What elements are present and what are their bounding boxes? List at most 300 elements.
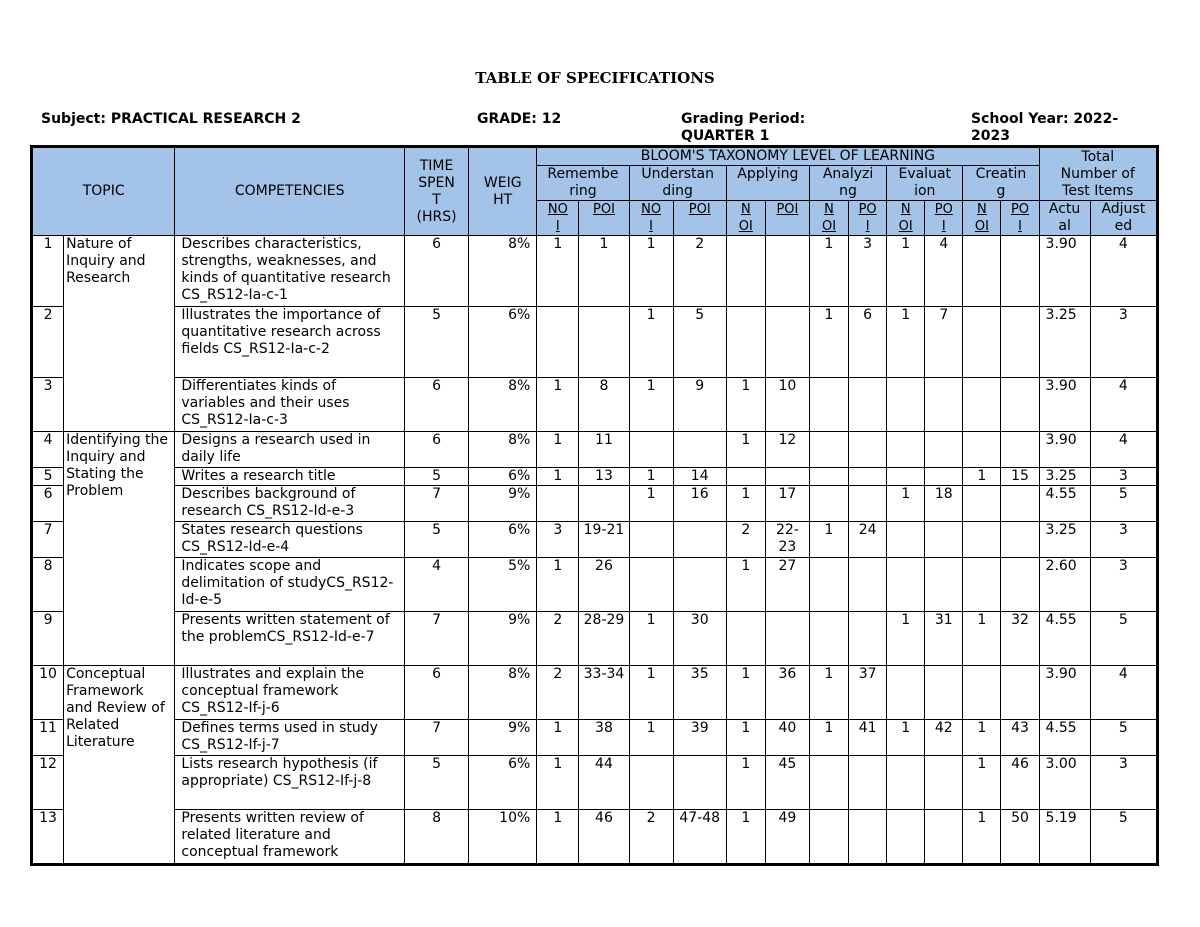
item-count-cell: 1 (537, 236, 579, 307)
item-placement-cell (765, 307, 809, 378)
item-subheader (887, 201, 925, 236)
row-number: 4 (33, 432, 64, 468)
item-count-cell: 1 (726, 720, 765, 756)
item-count-cell: 2 (537, 612, 579, 666)
total-header-line: Test Items (1062, 182, 1134, 199)
item-count-cell: 1 (887, 720, 925, 756)
item-count-cell (809, 756, 848, 810)
row-number: 9 (33, 612, 64, 666)
item-count-cell: 1 (963, 468, 1001, 486)
item-subheader (765, 201, 809, 236)
item-placement-cell (1001, 307, 1039, 378)
item-placement-cell (849, 612, 887, 666)
bloom-level-line: g (996, 183, 1006, 199)
item-count-cell: 1 (726, 432, 765, 468)
item-count-cell: 1 (887, 612, 925, 666)
adjusted-cell: 3 (1090, 468, 1156, 486)
item-count-cell (963, 522, 1001, 558)
item-count-cell (809, 468, 848, 486)
weight-cell: 8% (469, 236, 537, 307)
item-placement-cell (849, 810, 887, 864)
adjusted-cell: 3 (1090, 558, 1156, 612)
item-placement-cell (673, 522, 726, 558)
item-count-cell: 1 (887, 307, 925, 378)
bloom-level-header (726, 166, 809, 201)
weight-cell: 9% (469, 612, 537, 666)
item-count-cell: 1 (809, 236, 848, 307)
item-placement-cell: 12 (765, 432, 809, 468)
item-placement-cell (1001, 486, 1039, 522)
item-placement-cell: 3 (849, 236, 887, 307)
bloom-level-line: Creatin (975, 166, 1027, 182)
adjusted-cell: 3 (1090, 307, 1156, 378)
actual-cell: 3.25 (1039, 468, 1090, 486)
row-number: 11 (33, 720, 64, 756)
item-placement-cell (925, 432, 963, 468)
item-count-cell (809, 810, 848, 864)
subheader-line: PO (934, 202, 953, 217)
item-placement-cell: 30 (673, 612, 726, 666)
specifications-table (32, 147, 1157, 864)
item-count-cell (963, 378, 1001, 432)
row-number: 5 (33, 468, 64, 486)
adjusted-cell: 5 (1090, 486, 1156, 522)
item-count-cell: 1 (537, 378, 579, 432)
subheader-line: OI (738, 219, 753, 234)
item-count-cell (887, 432, 925, 468)
item-subheader (629, 201, 673, 236)
item-count-cell (963, 486, 1001, 522)
bloom-level-header (537, 166, 629, 201)
competencies-header: COMPETENCIES (175, 148, 405, 236)
item-placement-cell (1001, 236, 1039, 307)
item-placement-cell (925, 558, 963, 612)
actual-cell: 3.90 (1039, 378, 1090, 432)
item-count-cell (629, 522, 673, 558)
item-placement-cell: 44 (579, 756, 629, 810)
item-placement-cell (849, 756, 887, 810)
item-placement-cell: 46 (1001, 756, 1039, 810)
item-placement-cell (765, 468, 809, 486)
item-placement-cell (1001, 558, 1039, 612)
item-count-cell: 1 (887, 236, 925, 307)
bloom-level-line: Understan (641, 166, 714, 182)
document-title: TABLE OF SPECIFICATIONS (475, 69, 715, 87)
item-placement-cell: 2 (673, 236, 726, 307)
subject-label: Subject: PRACTICAL RESEARCH 2 (41, 111, 301, 127)
item-subheader (809, 201, 848, 236)
item-placement-cell (1001, 522, 1039, 558)
table-row (33, 612, 1157, 666)
time-spent-cell: 5 (404, 522, 468, 558)
adjusted-cell: 4 (1090, 432, 1156, 468)
subheader-line: NO (641, 202, 662, 217)
table-row (33, 558, 1157, 612)
item-count-cell: 1 (726, 666, 765, 720)
adjusted-cell: 3 (1090, 522, 1156, 558)
adjusted-header-line: ed (1114, 218, 1133, 234)
item-count-cell (963, 558, 1001, 612)
item-placement-cell: 26 (579, 558, 629, 612)
bloom-level-line: Applying (737, 166, 799, 182)
item-placement-cell (925, 810, 963, 864)
time-spent-header-line: (HRS) (416, 208, 457, 225)
adjusted-cell: 4 (1090, 666, 1156, 720)
bloom-level-line: ng (839, 183, 857, 199)
actual-cell: 4.55 (1039, 612, 1090, 666)
item-count-cell: 1 (726, 810, 765, 864)
competency-cell: Describes background of research CS_RS12-Id-e-3 (175, 486, 405, 522)
item-count-cell (809, 558, 848, 612)
bloom-level-line: ding (662, 183, 693, 199)
actual-cell: 3.25 (1039, 307, 1090, 378)
item-placement-cell: 17 (765, 486, 809, 522)
actual-cell: 3.90 (1039, 666, 1090, 720)
competency-cell: Indicates scope and delimitation of studyCS_RS12-Id-e-5 (175, 558, 405, 612)
adjusted-cell: 3 (1090, 756, 1156, 810)
item-subheader (849, 201, 887, 236)
table-row (33, 720, 1157, 756)
item-count-cell: 2 (537, 666, 579, 720)
item-placement-cell: 22-23 (765, 522, 809, 558)
item-count-cell: 1 (537, 756, 579, 810)
item-placement-cell: 18 (925, 486, 963, 522)
time-spent-header-line: T (432, 191, 441, 208)
item-placement-cell: 7 (925, 307, 963, 378)
adjusted-cell: 5 (1090, 612, 1156, 666)
adjusted-header (1090, 201, 1156, 236)
adjusted-header-line: Adjust (1101, 201, 1146, 217)
item-placement-cell (925, 468, 963, 486)
item-placement-cell (849, 486, 887, 522)
weight-cell: 6% (469, 468, 537, 486)
bloom-level-line: ring (569, 183, 597, 199)
item-count-cell (887, 810, 925, 864)
subheader-line: I (941, 219, 946, 234)
time-spent-cell: 4 (404, 558, 468, 612)
row-number: 12 (33, 756, 64, 810)
item-placement-cell: 39 (673, 720, 726, 756)
item-placement-cell: 47-48 (673, 810, 726, 864)
table-row (33, 522, 1157, 558)
item-placement-cell: 32 (1001, 612, 1039, 666)
grading-period-line-1: Grading Period: (681, 111, 806, 127)
competency-cell: Writes a research title (175, 468, 405, 486)
competency-cell: Presents written statement of the problemCS_RS12-Id-e-7 (175, 612, 405, 666)
item-count-cell: 1 (963, 612, 1001, 666)
item-placement-cell: 13 (579, 468, 629, 486)
item-placement-cell: 4 (925, 236, 963, 307)
bloom-level-line: Evaluat (898, 166, 952, 182)
total-header-line: Number of (1060, 165, 1135, 182)
bloom-level-line: Analyzi (822, 166, 874, 182)
time-spent-header-line: TIME (419, 157, 454, 174)
actual-cell: 3.00 (1039, 756, 1090, 810)
item-count-cell (963, 236, 1001, 307)
row-number: 10 (33, 666, 64, 720)
time-spent-cell: 5 (404, 468, 468, 486)
weight-cell: 5% (469, 558, 537, 612)
school-year-line-1: School Year: 2022- (971, 111, 1119, 127)
item-count-cell: 1 (726, 486, 765, 522)
item-count-cell (809, 432, 848, 468)
item-subheader (673, 201, 726, 236)
subheader-line: PO (1010, 202, 1030, 217)
total-header-line: Total (1081, 148, 1115, 165)
item-placement-cell (849, 558, 887, 612)
row-number: 1 (33, 236, 64, 307)
item-count-cell: 3 (537, 522, 579, 558)
item-count-cell (726, 612, 765, 666)
item-count-cell: 2 (629, 810, 673, 864)
item-placement-cell: 37 (849, 666, 887, 720)
time-spent-cell: 5 (404, 756, 468, 810)
subheader-line: POI (593, 202, 615, 217)
weight-cell: 8% (469, 666, 537, 720)
time-spent-header-line: SPEN (418, 174, 455, 191)
item-subheader (726, 201, 765, 236)
item-placement-cell: 28-29 (579, 612, 629, 666)
competency-cell: Presents written review of related literature and conceptual framework (175, 810, 405, 864)
row-number: 8 (33, 558, 64, 612)
actual-cell: 3.90 (1039, 432, 1090, 468)
item-placement-cell: 35 (673, 666, 726, 720)
item-placement-cell: 31 (925, 612, 963, 666)
competency-cell: Illustrates the importance of quantitative research across fields CS_RS12-Ia-c-2 (175, 307, 405, 378)
time-spent-cell: 6 (404, 236, 468, 307)
adjusted-cell: 4 (1090, 378, 1156, 432)
item-count-cell: 1 (537, 810, 579, 864)
bloom-level-header (887, 166, 963, 201)
item-count-cell: 1 (629, 378, 673, 432)
weight-cell: 9% (469, 486, 537, 522)
school-year-label (971, 111, 1118, 145)
item-count-cell (629, 432, 673, 468)
item-count-cell: 1 (809, 666, 848, 720)
bloom-header: BLOOM'S TAXONOMY LEVEL OF LEARNING (537, 148, 1039, 166)
weight-header (469, 148, 537, 236)
item-count-cell: 1 (537, 720, 579, 756)
item-placement-cell: 6 (849, 307, 887, 378)
table-row (33, 236, 1157, 307)
actual-cell: 4.55 (1039, 720, 1090, 756)
row-number: 7 (33, 522, 64, 558)
item-count-cell (726, 236, 765, 307)
item-placement-cell: 38 (579, 720, 629, 756)
subheader-line: OI (821, 219, 837, 234)
item-count-cell: 1 (809, 522, 848, 558)
subheader-line: OI (898, 219, 913, 234)
item-count-cell: 1 (629, 612, 673, 666)
item-placement-cell (579, 486, 629, 522)
adjusted-cell: 5 (1090, 810, 1156, 864)
grading-period-line-2: QUARTER 1 (681, 128, 770, 144)
subheader-line: N (900, 202, 911, 217)
actual-cell: 3.90 (1039, 236, 1090, 307)
item-count-cell (726, 307, 765, 378)
topic-cell: Identifying the Inquiry and Stating the Problem (64, 432, 175, 666)
topic-cell: Nature of Inquiry and Research (64, 236, 175, 432)
actual-header (1039, 201, 1090, 236)
item-subheader (963, 201, 1001, 236)
item-placement-cell: 8 (579, 378, 629, 432)
item-count-cell: 1 (629, 236, 673, 307)
weight-cell: 8% (469, 378, 537, 432)
item-count-cell (887, 468, 925, 486)
item-placement-cell: 45 (765, 756, 809, 810)
table-row (33, 756, 1157, 810)
item-placement-cell: 19-21 (579, 522, 629, 558)
item-placement-cell (673, 756, 726, 810)
time-spent-cell: 5 (404, 307, 468, 378)
item-subheader (1001, 201, 1039, 236)
competency-cell: States research questions CS_RS12-Id-e-4 (175, 522, 405, 558)
item-count-cell: 1 (629, 468, 673, 486)
actual-header-line: Actu (1048, 201, 1081, 217)
competency-cell: Illustrates and explain the conceptual framework CS_RS12-If-j-6 (175, 666, 405, 720)
item-placement-cell: 50 (1001, 810, 1039, 864)
weight-cell: 6% (469, 307, 537, 378)
item-count-cell: 1 (963, 720, 1001, 756)
table-row (33, 307, 1157, 378)
actual-cell: 5.19 (1039, 810, 1090, 864)
item-placement-cell: 41 (849, 720, 887, 756)
grade-label: GRADE: 12 (477, 111, 562, 127)
competency-cell: Lists research hypothesis (if appropriate) CS_RS12-If-j-8 (175, 756, 405, 810)
item-placement-cell (765, 236, 809, 307)
competency-cell: Differentiates kinds of variables and their uses CS_RS12-Ia-c-3 (175, 378, 405, 432)
time-spent-cell: 6 (404, 378, 468, 432)
item-count-cell (963, 432, 1001, 468)
actual-cell: 2.60 (1039, 558, 1090, 612)
topic-cell: Conceptual Framework and Review of Related Literature (64, 666, 175, 864)
item-count-cell: 1 (629, 720, 673, 756)
item-count-cell (726, 468, 765, 486)
weight-header-line: HT (493, 191, 513, 208)
item-placement-cell: 14 (673, 468, 726, 486)
subheader-line: I (649, 219, 653, 234)
item-count-cell (887, 522, 925, 558)
table-body (33, 236, 1157, 864)
item-placement-cell (1001, 432, 1039, 468)
item-count-cell: 1 (726, 558, 765, 612)
subheader-line: N (977, 202, 987, 217)
item-placement-cell (765, 612, 809, 666)
item-count-cell: 1 (809, 307, 848, 378)
item-count-cell: 2 (726, 522, 765, 558)
competency-cell: Describes characteristics, strengths, weaknesses, and kinds of quantitative research CS_RS12-Ia-c-1 (175, 236, 405, 307)
item-placement-cell: 9 (673, 378, 726, 432)
adjusted-cell: 4 (1090, 236, 1156, 307)
item-count-cell (537, 307, 579, 378)
item-placement-cell (849, 432, 887, 468)
item-subheader (537, 201, 579, 236)
item-placement-cell: 36 (765, 666, 809, 720)
row-number: 3 (33, 378, 64, 432)
table-row (33, 432, 1157, 468)
item-placement-cell: 27 (765, 558, 809, 612)
item-placement-cell: 43 (1001, 720, 1039, 756)
item-placement-cell: 1 (579, 236, 629, 307)
time-spent-cell: 6 (404, 432, 468, 468)
item-placement-cell (673, 432, 726, 468)
subheader-line: N (740, 202, 751, 217)
table-row (33, 666, 1157, 720)
item-count-cell: 1 (537, 432, 579, 468)
table-row (33, 378, 1157, 432)
item-count-cell: 1 (537, 468, 579, 486)
subheader-line: NO (547, 202, 568, 217)
item-placement-cell (849, 378, 887, 432)
item-placement-cell: 42 (925, 720, 963, 756)
item-placement-cell (673, 558, 726, 612)
competency-cell: Designs a research used in daily life (175, 432, 405, 468)
item-placement-cell: 10 (765, 378, 809, 432)
time-spent-header (404, 148, 468, 236)
subheader-line: POI (776, 202, 799, 217)
item-placement-cell: 5 (673, 307, 726, 378)
bloom-level-header (963, 166, 1039, 201)
subheader-line: N (824, 202, 834, 217)
item-count-cell: 1 (726, 756, 765, 810)
item-count-cell: 1 (809, 720, 848, 756)
item-count-cell: 1 (887, 486, 925, 522)
item-count-cell: 1 (629, 486, 673, 522)
table-row (33, 486, 1157, 522)
item-count-cell (809, 486, 848, 522)
item-count-cell: 1 (726, 378, 765, 432)
item-placement-cell (579, 307, 629, 378)
weight-cell: 6% (469, 522, 537, 558)
table-header (33, 148, 1157, 236)
item-placement-cell: 16 (673, 486, 726, 522)
item-count-cell (809, 378, 848, 432)
item-placement-cell (925, 756, 963, 810)
item-count-cell: 1 (963, 810, 1001, 864)
table-row (33, 810, 1157, 864)
item-placement-cell: 46 (579, 810, 629, 864)
item-placement-cell: 24 (849, 522, 887, 558)
time-spent-cell: 7 (404, 486, 468, 522)
item-placement-cell: 33-34 (579, 666, 629, 720)
total-items-header (1039, 148, 1156, 201)
time-spent-cell: 7 (404, 612, 468, 666)
item-count-cell (629, 558, 673, 612)
school-year-line-2: 2023 (971, 128, 1010, 144)
item-count-cell: 1 (537, 558, 579, 612)
row-number: 6 (33, 486, 64, 522)
grading-period-label (681, 111, 805, 145)
time-spent-cell: 8 (404, 810, 468, 864)
item-count-cell: 1 (629, 307, 673, 378)
time-spent-cell: 7 (404, 720, 468, 756)
item-placement-cell (1001, 666, 1039, 720)
item-count-cell (887, 558, 925, 612)
item-placement-cell: 15 (1001, 468, 1039, 486)
item-count-cell (537, 486, 579, 522)
item-count-cell (887, 378, 925, 432)
item-placement-cell: 49 (765, 810, 809, 864)
item-placement-cell (925, 378, 963, 432)
subheader-line: I (1018, 219, 1022, 234)
item-count-cell (963, 666, 1001, 720)
weight-cell: 6% (469, 756, 537, 810)
bloom-level-header (629, 166, 726, 201)
topic-header: TOPIC (33, 148, 175, 236)
item-placement-cell (1001, 378, 1039, 432)
table-row (33, 468, 1157, 486)
item-count-cell: 1 (629, 666, 673, 720)
